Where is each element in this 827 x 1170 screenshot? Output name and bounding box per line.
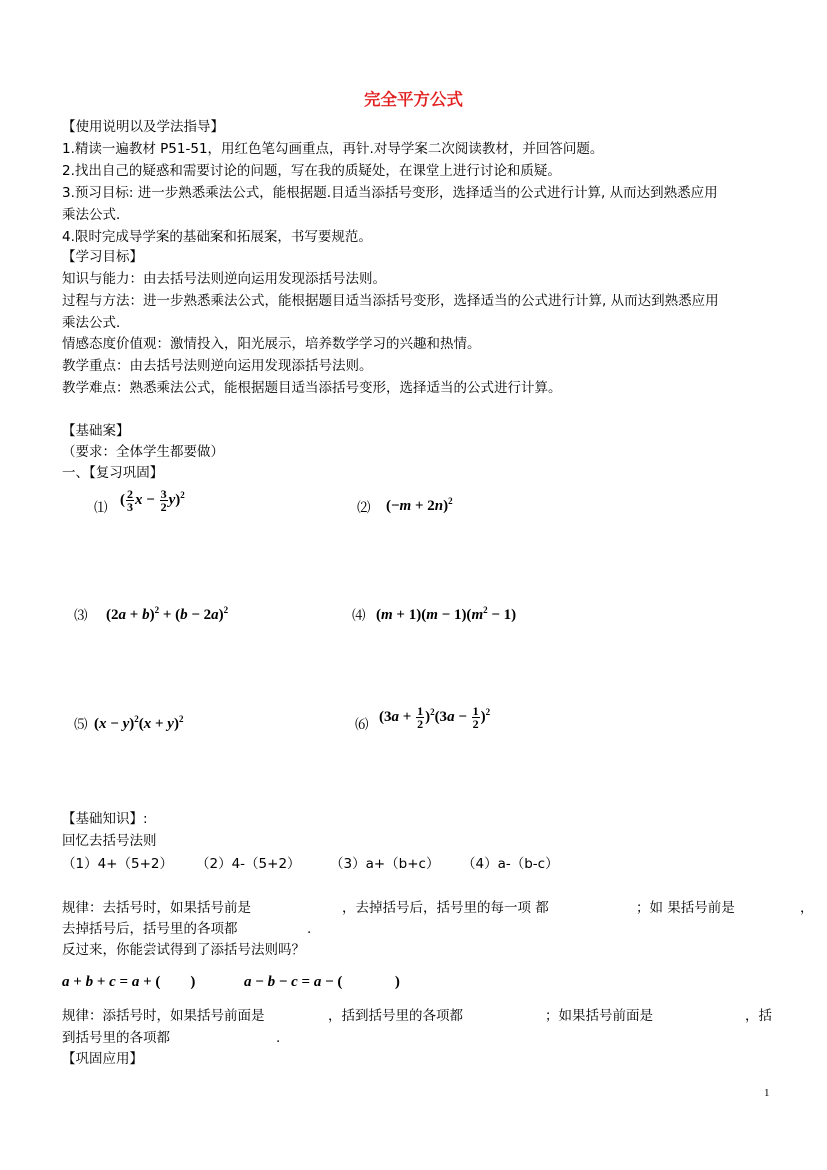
page-number: 1 [764, 1087, 770, 1099]
goal-process: 过程与方法：进一步熟悉乘法公式，能根据题目适当添括号变形，选择适当的公式进行计算, 从而达到熟悉应用 [62, 293, 719, 309]
usage-line-1: 1.精读一遍教材 P51-51，用红色笔勾画重点，再针.对导学案二次阅读教材，并回答问题。 [62, 141, 604, 157]
goal-knowledge: 知识与能力：由去括号法则逆向运用发现添括号法则。 [62, 271, 386, 287]
reverse-question: 反过来，你能尝试得到了添括号法则吗？ [62, 942, 305, 958]
problem-4-label: ⑷ [352, 608, 366, 624]
review-header: 一、【复习巩固】 [62, 465, 164, 481]
fill-equation-2: a − b − c = a − ( ) [244, 974, 400, 990]
goal-emotion: 情感态度价值观：激情投入，阳光展示，培养数学学习的兴趣和热情。 [62, 336, 481, 352]
recall-text: 回忆去括号法则 [62, 833, 157, 849]
problem-2-label: ⑵ [357, 500, 371, 516]
usage-line-2: 2.找出自己的疑惑和需要讨论的问题，写在我的质疑处，在课堂上进行讨论和质疑。 [62, 163, 561, 179]
exercise-1: （1）4+（5+2） [62, 856, 173, 872]
rule1-line2: 去掉括号后，括号里的各项都 [62, 921, 238, 937]
page-title: 完全平方公式 [364, 90, 463, 109]
exercise-3: （3）a+（b+c） [330, 856, 440, 872]
teaching-difficulty: 教学难点：熟悉乘法公式，能根据题目适当添括号变形，选择适当的公式进行计算。 [62, 380, 562, 396]
rule2-part-c: ；如果括号前面是 [545, 1008, 653, 1024]
usage-line-3b: 乘法公式． [62, 207, 130, 223]
apply-header: 【巩固应用】 [62, 1051, 143, 1067]
usage-line-3: 3.预习目标: 进一步熟悉乘法公式，能根据题.目适当添括号变形，选择适当的公式进行计算, 从而达到熟悉应用 [62, 185, 718, 201]
rule1-part-d: ， [800, 900, 814, 916]
problem-3-label: ⑶ [74, 608, 88, 624]
teaching-focus: 教学重点：由去括号法则逆向运用发现添括号法则。 [62, 358, 373, 374]
rule1-line2-end: . [307, 921, 312, 937]
usage-line-4: 4.限时完成导学案的基础案和拓展案，书写要规范。 [62, 229, 372, 245]
exercise-2: （2）4-（5+2） [196, 856, 301, 872]
basic-header: 【基础案】 [62, 423, 130, 439]
problem-1-formula: ( $\frac{2}{3}$ x − $\frac{3}{2}$ y)$^2$ [120, 487, 185, 514]
rule2-line2: 到括号里的各项都 [62, 1030, 170, 1046]
knowledge-header: 【基础知识】: [62, 811, 148, 827]
goal-process-b: 乘法公式． [62, 315, 130, 331]
exercise-4: （4）a-（b-c） [462, 856, 559, 872]
usage-header: 【使用说明以及学法指导】 [62, 119, 224, 135]
problem-1-label: ⑴ [94, 500, 108, 516]
problem-5-formula: $(x - y)^2(x + y)^2$ [94, 714, 184, 732]
rule1-part-c: ；如 果括号前是 [636, 900, 735, 916]
rule1-part-a: 规律：去括号时，如果括号前是 [62, 900, 251, 916]
rule2-part-d: ，括 [745, 1008, 772, 1024]
problem-2-formula: $(-m + 2n)^2$ [386, 496, 453, 514]
problem-6-label: ⑹ [355, 717, 369, 733]
rule2-part-b: ，括到括号里的各项都 [328, 1008, 463, 1024]
rule2-part-a: 规律：添括号时，如果括号前面是 [62, 1008, 265, 1024]
rule1-part-b: ，去掉括号后，括号里的每一项 都 [342, 900, 549, 916]
rule2-line2-end: . [276, 1030, 281, 1046]
basic-requirement: （要求：全体学生都要做） [62, 444, 224, 460]
problem-4-formula: $(m + 1)(m - 1)(m^2 - 1)$ [376, 605, 517, 623]
goals-header: 【学习目标】 [62, 249, 143, 265]
problem-3-formula: $(2a + b)^2 + (b - 2a)^2$ [106, 605, 229, 623]
problem-5-label: ⑸ [74, 717, 88, 733]
problem-6-formula: (3a + $\frac{1}{2}$ )$^2$(3a − $\frac{1}{2}$ )$^2$ [379, 704, 491, 731]
fill-equation-1: a + b + c = a + ( ) [62, 974, 196, 990]
